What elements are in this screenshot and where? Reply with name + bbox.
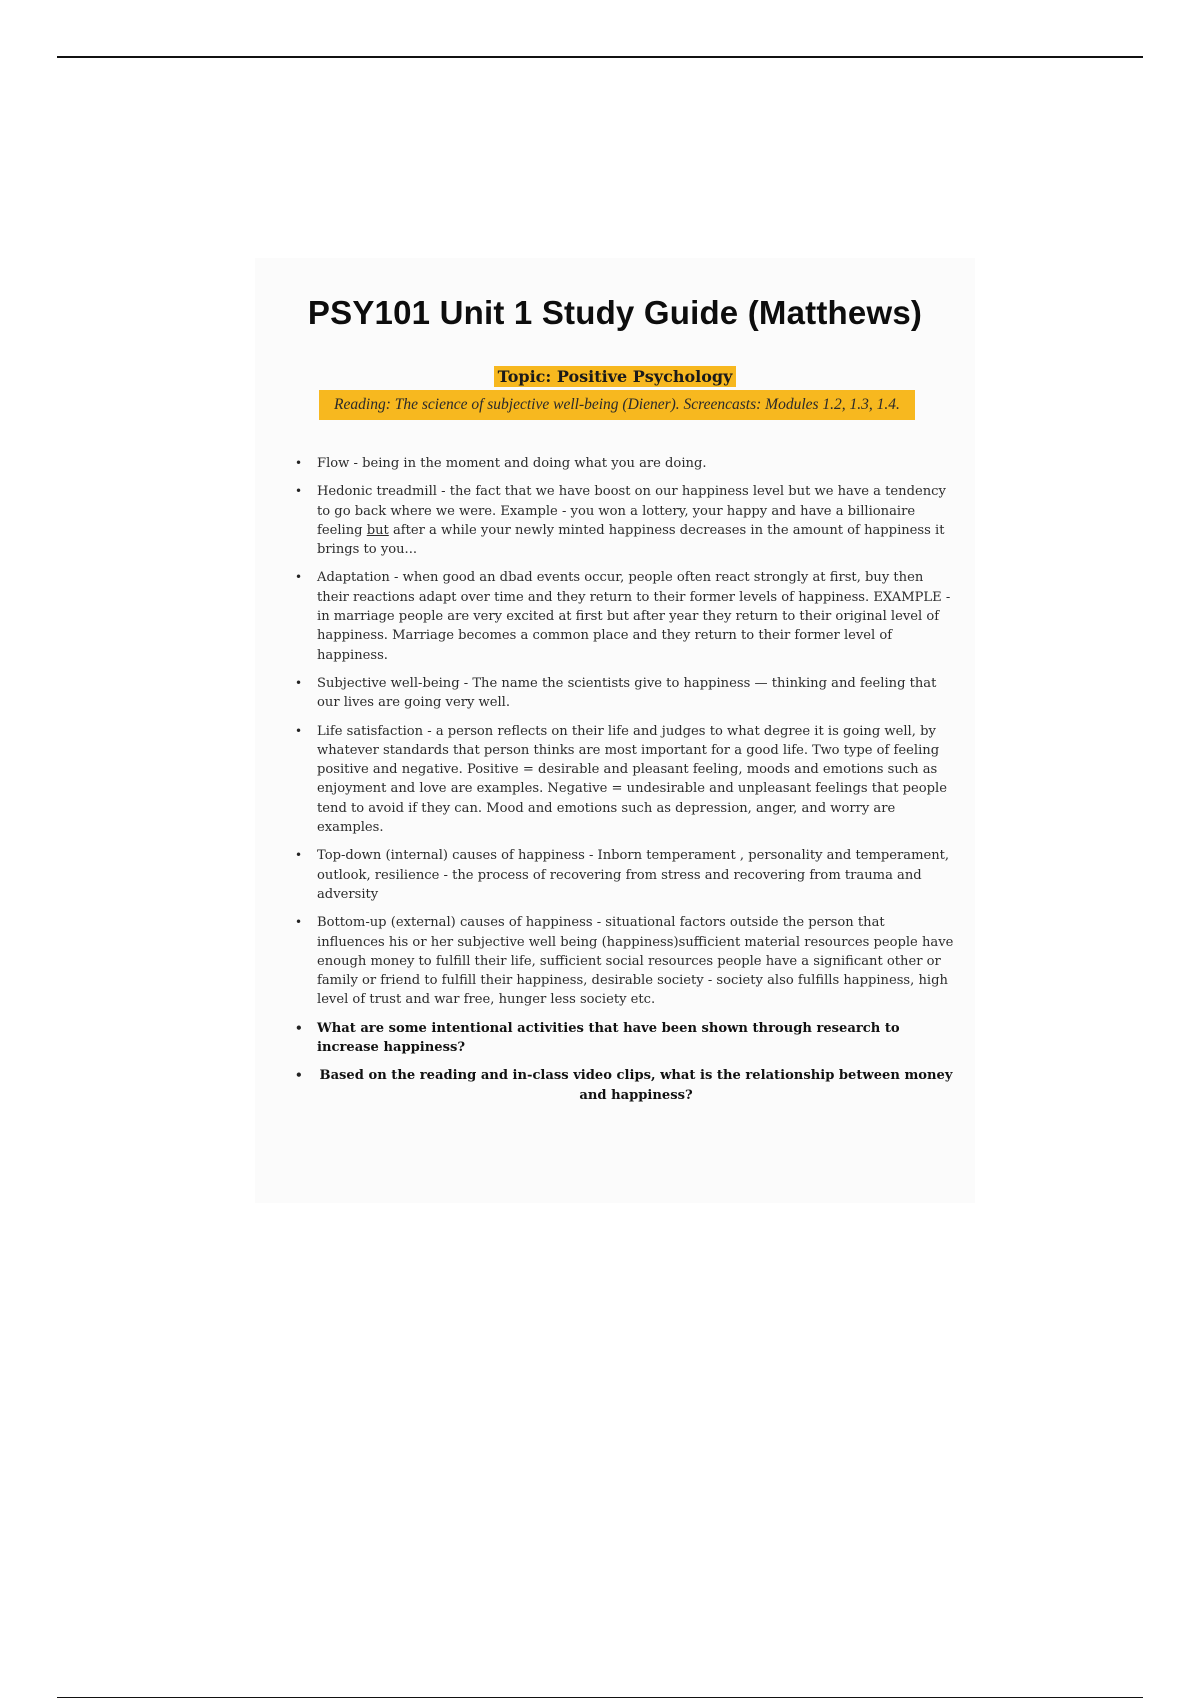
study-guide-page-image (255, 258, 975, 1203)
underlined-word: but (366, 522, 389, 538)
list-item-text: Life satisfaction - a person reflects on their life and judges to what degree it is going well, by whatever standards that person thinks are most important for a good life. Two type of feeling positive and negative. Positive = desirable and pleasant feeling, moods and emotions such as enjoyment and love are examples. Negative = undesirable and unpleasant feelings that people tend to avoid if they can. Mood and emotions such as depression, anger, and worry are examples. (317, 723, 947, 836)
bullet-icon: • (295, 1068, 303, 1083)
list-item-text: Flow - being in the moment and doing what you are doing. (317, 456, 707, 471)
list-item-text: Subjective well-being - The name the scientists give to happiness — thinking and feeling that our lives are going very well. (317, 675, 937, 711)
list-item (295, 722, 955, 838)
topic-heading-wrap (255, 366, 975, 387)
reading-assignment: Reading: The science of subjective well-being (Diener). Screencasts: Modules 1.2, 1.3, 1.4. (319, 390, 915, 420)
list-item-text: Top-down (internal) causes of happiness - Inborn temperament , personality and temperament, outlook, resilience - the process of recovering from stress and recovering from trauma and adversity (317, 848, 950, 902)
list-item (295, 482, 955, 559)
question-text: What are some intentional activities that have been shown through research to increase happiness? (317, 1020, 900, 1056)
list-item-text: after a while your newly minted happiness decreases in the amount of happiness it brings to you... (317, 522, 945, 558)
question-item (295, 1019, 955, 1058)
question-text: Based on the reading and in-class video clips, what is the relationship between money and happiness? (319, 1068, 953, 1103)
page-bottom-rule (57, 1697, 1143, 1698)
page-title: PSY101 Unit 1 Study Guide (Matthews) (307, 294, 923, 331)
bullet-icon: • (295, 723, 303, 738)
bullet-icon: • (295, 915, 303, 930)
question-item (295, 1066, 955, 1105)
bullet-icon: • (295, 848, 303, 863)
bullet-icon: • (295, 1020, 303, 1035)
list-item (295, 454, 955, 473)
bullet-icon: • (295, 570, 303, 585)
list-item-text: Hedonic treadmill - the fact that we have boost on our happiness level but we have a tendency to go back where we were. Example - you won a lottery, your happy and have a billionaire feeling (317, 484, 946, 538)
list-item (295, 913, 955, 1009)
list-item (295, 674, 955, 713)
study-guide-list (295, 454, 955, 1114)
list-item (295, 568, 955, 664)
list-item-text: Adaptation - when good an dbad events occur, people often react strongly at first, buy then their reactions adapt over time and they return to their former levels of happiness. EXAMPLE - in marriage people are very excited at first but after year they return to their original level of happiness. Marriage becomes a common place and they return to their former level of happiness. (317, 570, 951, 663)
bullet-icon: • (295, 456, 303, 470)
bullet-icon: • (295, 484, 303, 499)
bullet-icon: • (295, 675, 303, 690)
page-top-rule (57, 56, 1143, 58)
list-item (295, 846, 955, 904)
list-item-text: Bottom-up (external) causes of happiness - situational factors outside the person that influences his or her subjective well being (happiness)sufficient material resources people have enough money to fulfill their life, sufficient social resources people have a significant other or family or friend to fulfill their happiness, desirable society - society also fulfills happiness, high level of trust and war free, hunger less society etc. (317, 915, 954, 1008)
topic-heading: Topic: Positive Psychology (494, 366, 737, 387)
